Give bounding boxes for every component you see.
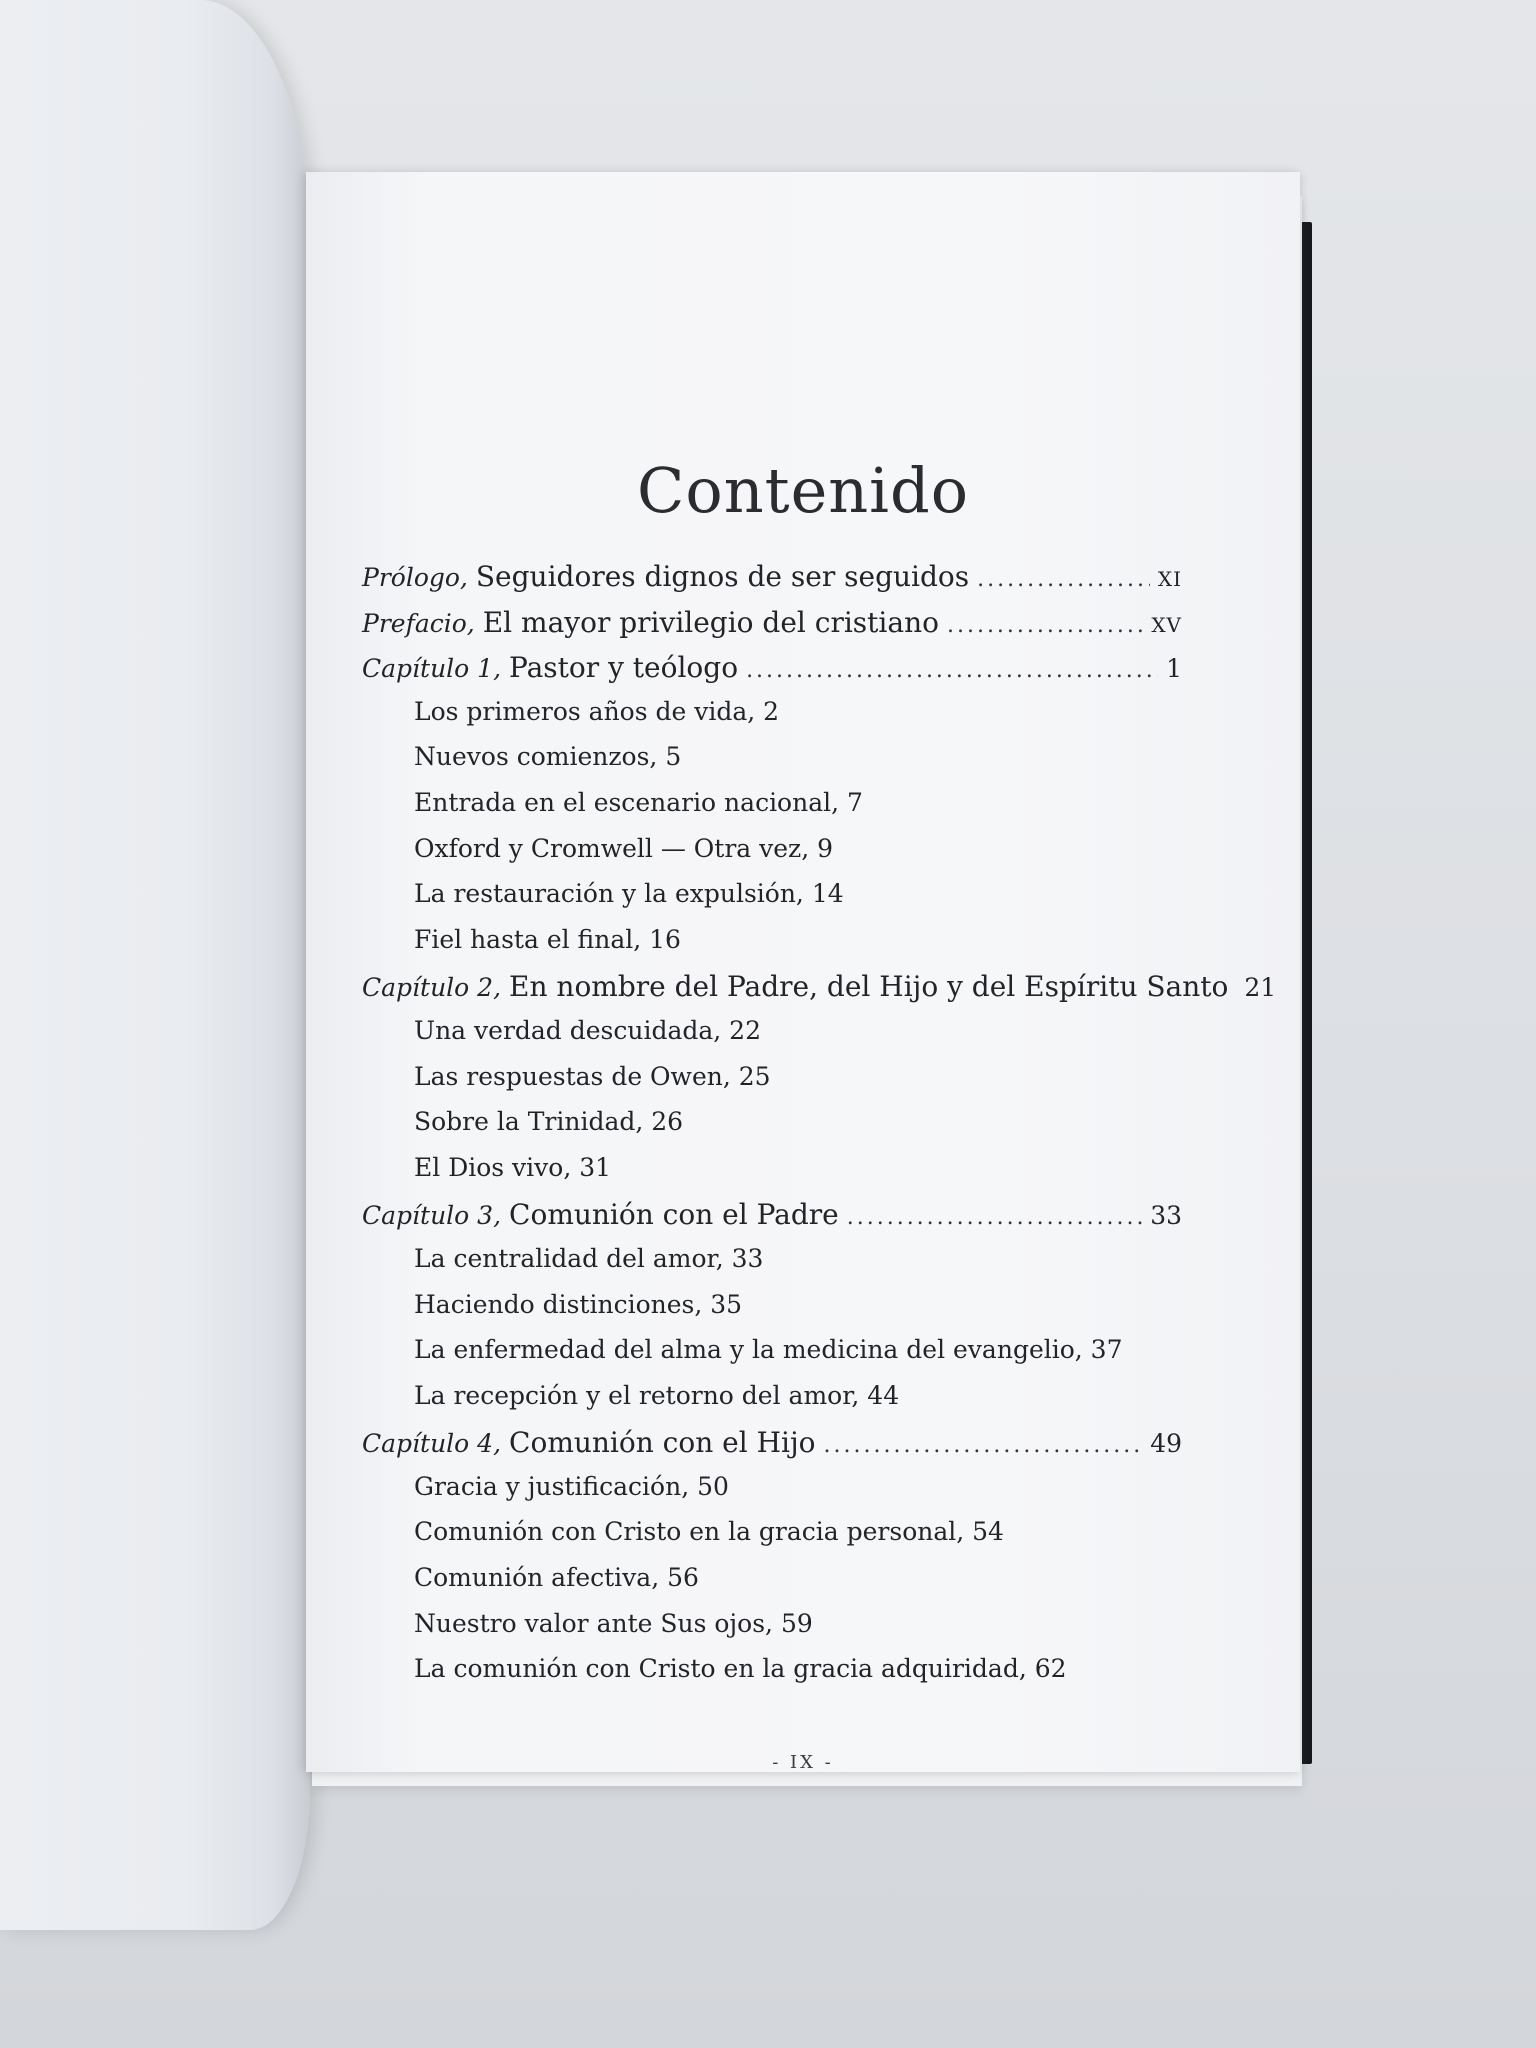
- toc-section[interactable]: La restauración y la expulsión, 14: [414, 879, 844, 909]
- toc-chapter-4[interactable]: [362, 1426, 1182, 1472]
- toc-section[interactable]: Una verdad descuidada, 22: [414, 1015, 761, 1045]
- toc-section[interactable]: La recepción y el retorno del amor, 44: [414, 1380, 900, 1410]
- toc-section[interactable]: Fiel hasta el final, 16: [414, 924, 681, 954]
- toc-section[interactable]: Los primeros años de vida, 2: [414, 696, 780, 726]
- chapter-label: Capítulo 3,: [362, 1201, 502, 1231]
- toc-section[interactable]: La comunión con Cristo en la gracia adquiridad, 62: [414, 1654, 1067, 1684]
- chapter-label: Capítulo 1,: [362, 654, 502, 684]
- toc-chapter-3[interactable]: [362, 1198, 1182, 1244]
- toc-section[interactable]: La enfermedad del alma y la medicina del evangelio, 37: [414, 1335, 1123, 1365]
- table-of-contents: [362, 560, 1277, 1700]
- toc-section[interactable]: Comunión afectiva, 56: [414, 1563, 699, 1593]
- toc-section[interactable]: Gracia y justificación, 50: [414, 1471, 729, 1501]
- page-number: XI: [1157, 567, 1182, 591]
- toc-section[interactable]: Sobre la Trinidad, 26: [414, 1107, 684, 1137]
- toc-section[interactable]: Las respuestas de Owen, 25: [414, 1061, 771, 1091]
- chapter-title: En nombre del Padre, del Hijo y del Espíritu Santo: [509, 970, 1229, 1004]
- dot-leader: [824, 1433, 1143, 1458]
- toc-chapter-1[interactable]: [362, 651, 1182, 697]
- chapter-title: El mayor privilegio del cristiano: [482, 605, 939, 639]
- dot-leader: [847, 1205, 1142, 1230]
- toc-section[interactable]: Haciendo distinciones, 35: [414, 1289, 743, 1319]
- toc-page: [306, 172, 1300, 1772]
- chapter-label: Capítulo 2,: [362, 973, 502, 1003]
- chapter-label: Prefacio,: [362, 608, 475, 638]
- page-number: 49: [1150, 1429, 1182, 1459]
- page-number: 33: [1150, 1201, 1182, 1231]
- toc-section[interactable]: La centralidad del amor, 33: [414, 1243, 764, 1273]
- chapter-label: Capítulo 4,: [362, 1429, 502, 1459]
- dot-leader: [746, 658, 1158, 683]
- toc-chapter-prefacio[interactable]: [362, 606, 1182, 652]
- chapter-title: Pastor y teólogo: [509, 651, 739, 685]
- toc-chapter-2[interactable]: [362, 970, 1277, 1016]
- page-number: 1: [1166, 654, 1182, 684]
- toc-section[interactable]: Nuestro valor ante Sus ojos, 59: [414, 1608, 813, 1638]
- chapter-title: Comunión con el Hijo: [509, 1426, 816, 1460]
- toc-section[interactable]: El Dios vivo, 31: [414, 1152, 612, 1182]
- page-number: 21: [1244, 973, 1277, 1003]
- page-title: Contenido: [636, 453, 970, 527]
- page-folio: - IX -: [772, 1752, 834, 1773]
- toc-chapter-prologo[interactable]: [362, 560, 1182, 606]
- chapter-label: Prólogo,: [362, 563, 468, 592]
- left-page: [0, 0, 310, 1930]
- toc-section[interactable]: Nuevos comienzos, 5: [414, 742, 682, 772]
- chapter-title: Comunión con el Padre: [509, 1198, 839, 1232]
- chapter-title: Seguidores dignos de ser seguidos: [475, 560, 970, 593]
- toc-section[interactable]: Comunión con Cristo en la gracia personal, 54: [414, 1517, 1004, 1547]
- dot-leader: [947, 613, 1143, 638]
- dot-leader: [977, 567, 1150, 592]
- toc-section[interactable]: Oxford y Cromwell — Otra vez, 9: [414, 833, 834, 863]
- page-number: XV: [1151, 612, 1182, 637]
- toc-section[interactable]: Entrada en el escenario nacional, 7: [414, 787, 863, 817]
